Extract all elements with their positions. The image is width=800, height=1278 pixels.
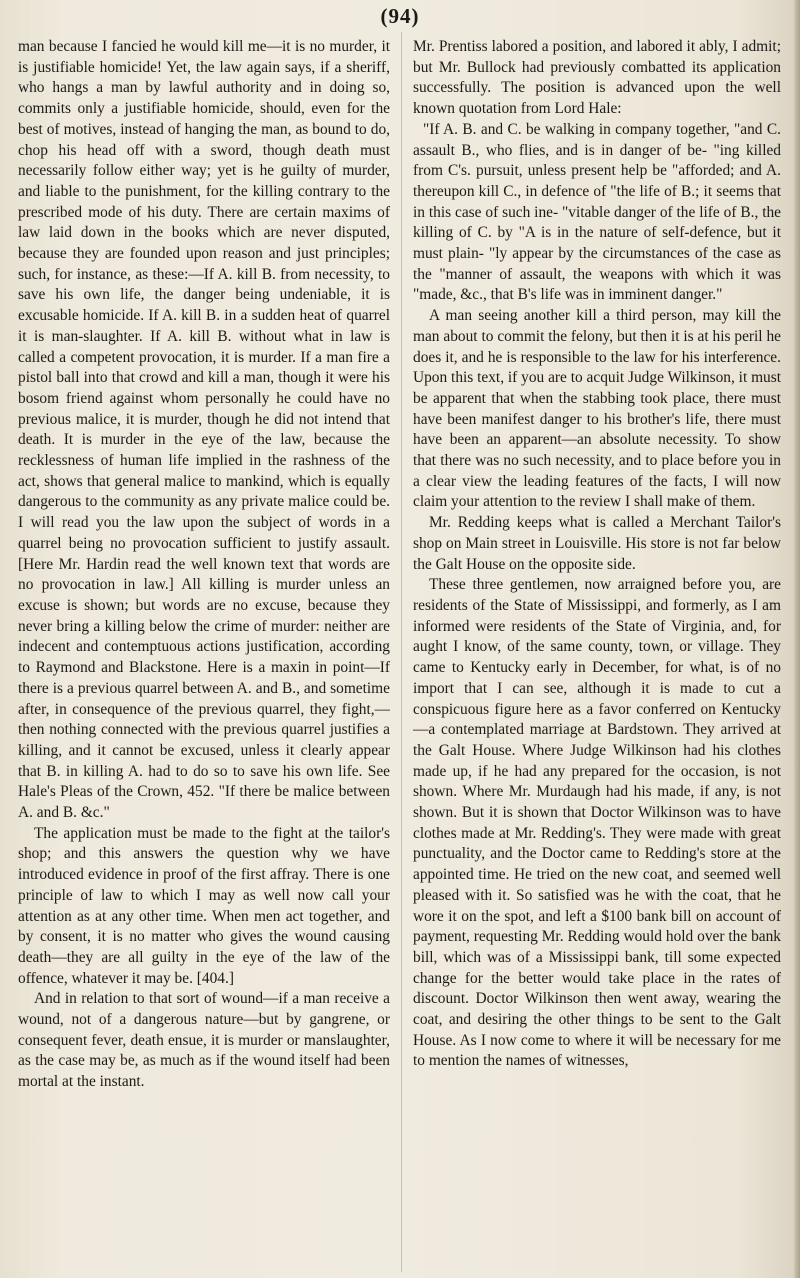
right-column [413,37,781,1269]
quotation-block: "If A. B. and C. be walking in company together, "and C. assault B., who flies, and is in danger of be- "ing killed from C's. pursuit, unless present help be "afforded; and A. thereupon kill C., in defence of "the life of B.; it seems that in this case of such ine- "vitable danger of the life of B., the killing of C. by "A is in the nature of self-defence, but it must plain- "ly appear by the circumstances of the case as the "manner of assault, the weapons with which it was "made, &c., that B's life was in imminent danger." [413,120,781,304]
page-number: (94) [380,4,420,28]
paragraph: A man seeing another kill a third person, may kill the man about to commit the felony, but then it is at his peril he does it, and he is responsible to the law for his interference. Upon this text, if you are to acquit Judge Wilkinson, it must be apparent that when the stabbing took place, there must have been manifest danger to his brother's life, there must have been an apparent—an absolute necessity. To show that there was no such necessity, and to place before you in a clear view the leading features of the facts, I will now claim your attention to the review I shall make of them. [413,307,781,511]
paragraph: The application must be made to the fight at the tailor's shop; and this answers the question why we have introduced evidence in proof of the first affray. There is one principle of law to which I may as well now call your attention as at any other time. When men act together, and by consent, it is no matter who gives the wound causing death—they are all guilty in the eye of the law of the offence, whatever it may be. [404.] [18,824,390,987]
paragraph: Mr. Prentiss labored a position, and labored it ably, I admit; but Mr. Bullock had previously combatted its application successfully. The position is advanced upon the well known quotation from Lord Hale: [413,38,781,118]
left-column [18,37,390,1269]
paragraph: These three gentlemen, now arraigned before you, are residents of the State of Mississippi, and formerly, as I am informed were residents of the State of Virginia, and, for aught I know, of the same county, town, or village. They came to Kentucky early in December, for what, is of no import that I can see, although it is made to cut a conspicuous figure here as a favor conferred on Kentucky—a contemplated marriage at Bardstown. They arrived at the Galt House. Where Judge Wilkinson had his clothes made up, if he had any prepared for the occasion, is not shown. Where Mr. Murdaugh had his made, if any, is not shown. But it is shown that Doctor Wilkinson was to have clothes made at Mr. Redding's. They were made with great punctuality, and the Doctor came to Redding's store at the appointed time. He tried on the new coat, and seemed well pleased with it. So satisfied was he with the coat, that he wore it on the spot, and left a $100 bank bill on account of payment, requesting Mr. Redding would hold over the bank bill, which was of a Mississippi bank, till some expected change for the better would take place in the rates of discount. Doctor Wilkinson then went away, wearing the coat, and desiring the other things to be sent to the Galt House. As I now come to where it will be necessary for me to mention the names of witnesses, [413,576,781,1070]
column-divider [401,32,402,1272]
paragraph: And in relation to that sort of wound—if a man receive a wound, not of a dangerous nature—but by gangrene, or consequent fever, death ensue, it is murder or manslaughter, as the case may be, as much as if the wound itself had been mortal at the instant. [18,990,390,1091]
paragraph: Mr. Redding keeps what is called a Merchant Tailor's shop on Main street in Louisville. His store is not far below the Galt House on the opposite side. [413,514,781,573]
paragraph: man because I fancied he would kill me—it is no murder, it is justifiable homicide! Yet, the law again says, if a sheriff, who hangs a man by lawful authority and in doing so, commits only a justifiable homicide, should, even for the best of motives, instead of hanging the man, as bound to do, chop his head off with a sword, though death must necessarily follow either way; yet is he guilty of murder, and liable to the punishment, for the killing contrary to the prescribed mode of his duty. There are certain maxims of law laid down in the books which are never disputed, because they are founded upon reason and just principles; such, for instance, as these:—If A. kill B. from necessity, to save his own life, the danger being undeniable, it is excusable homicide. If A. kill B. in a sudden heat of quarrel it is man-slaughter. If A. kill B. without what in law is called a competent provocation, it is murder. If a man fire a pistol ball into that crowd and kill a man, though it were his bosom friend against whom personally he could have no previous malice, it is murder, though he did not intend that death. It is murder in the eye of the law, because the recklessness of human life implied in the rashness of the act, shows that general malice to mankind, which is equally dangerous to the community as any private malice could be. I will read you the law upon the subject of words in a quarrel being no provocation sufficient to justify assault. [Here Mr. Hardin read the well known text that words are no provocation in law.] All killing is murder unless an excuse is shown; but words are no excuse, because they never bring a killing below the crime of murder: neither are indecent and contemptuous actions justification, according to Raymond and Blackstone. Here is a maxin in point—If there is a previous quarrel between A. and B., and sometime after, in consequence of the previous quarrel, they fight,—then nothing connected with the previous quarrel justifies a killing, and it cannot be excused, unless it clearly appear that B. in killing A. had to do so to save his own life. See Hale's Pleas of the Crown, 452. "If there be malice between A. and B. &c." [18,38,390,822]
page-edge [794,0,800,1278]
